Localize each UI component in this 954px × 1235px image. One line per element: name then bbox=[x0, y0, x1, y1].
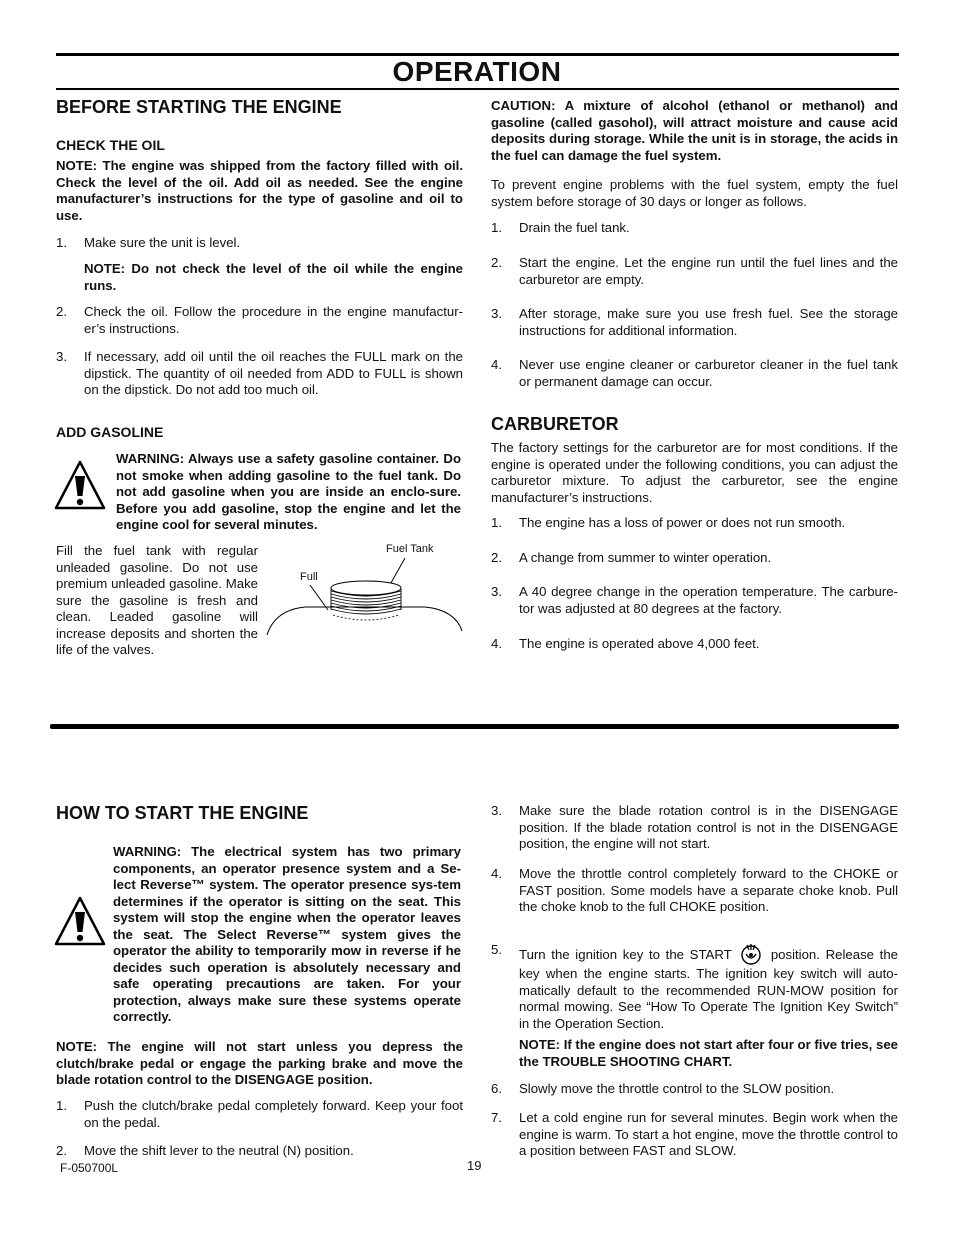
doc-code: F-050700L bbox=[60, 1161, 119, 1175]
section-divider bbox=[50, 724, 899, 729]
carb-step-4: 4. The engine is operated above 4,000 feet. bbox=[491, 636, 760, 651]
start-step-7: 7. Let a cold engine run for several minutes. Begin work when the engine is warm. To start a hot engine, move the throttle control to a position between FAST and SLOW. bbox=[491, 1110, 898, 1158]
storage-step-3: 3. After storage, make sure you use fresh fuel. See the storage instructions for additional information. bbox=[491, 306, 898, 338]
page-title: OPERATION bbox=[392, 56, 562, 87]
check-oil-heading: CHECK THE OIL bbox=[56, 137, 165, 153]
start-step-5: 5. Turn the ignition key to the START position. Release the key when the engine starts. The ignition key switch will auto-matically default to the recommended RUN-MOW position for normal mowing. See “How To Operate The Ignition Key Switch” in the Operation Section. bbox=[491, 942, 899, 1031]
warning-icon bbox=[54, 460, 106, 512]
before-starting-heading: BEFORE STARTING THE ENGINE bbox=[56, 97, 342, 117]
carb-step-2: 2. A change from summer to winter operation. bbox=[491, 550, 772, 565]
oil-step-1: 1. Make sure the unit is level. bbox=[56, 235, 241, 250]
start-step-6: 6. Slowly move the throttle control to the SLOW position. bbox=[491, 1081, 835, 1096]
oil-step-1-note: NOTE: Do not check the level of the oil while the engine runs. bbox=[84, 261, 463, 293]
how-to-start-heading: HOW TO START THE ENGINE bbox=[56, 803, 309, 823]
start-step-3: 3. Make sure the blade rotation control is in the DISENGAGE position. If the blade rotation control is not in the DISENGAGE position, the engine will not start. bbox=[491, 803, 898, 851]
start-note: NOTE: The engine will not start unless you depress the clutch/brake pedal or engage the parking brake and move the blade rotation control to the DISENGAGE position. bbox=[56, 1039, 463, 1087]
fuel-tank-label: Fuel Tank bbox=[386, 543, 434, 555]
start-step-2: 2. Move the shift lever to the neutral (N) position. bbox=[56, 1143, 354, 1158]
add-gasoline-heading: ADD GASOLINE bbox=[56, 424, 164, 440]
oil-step-2: 2. Check the oil. Follow the procedure in the engine manufactur-er’s instructions. bbox=[56, 304, 463, 336]
warning-icon bbox=[54, 896, 106, 948]
start-step-1: 1. Push the clutch/brake pedal completely forward. Keep your foot on the pedal. bbox=[56, 1098, 463, 1130]
start-step-4: 4. Move the throttle control completely forward to the CHOKE or FAST position. Some models have a separate choke knob. Pull the choke knob to the full CHOKE position. bbox=[491, 866, 898, 914]
oil-step-3: 3. If necessary, add oil until the oil reaches the FULL mark on the dipstick. The quantity of oil needed from ADD to FULL is shown on the dipstick. Do not add too much oil. bbox=[56, 349, 463, 397]
check-oil-note: NOTE: The engine was shipped from the factory filled with oil. Check the level of the oil. Add oil as needed. See the engine manufacturer’s instructions for the type of gasoline and oil to use. bbox=[56, 158, 463, 223]
carb-step-1: 1. The engine has a loss of power or does not run smooth. bbox=[491, 515, 846, 530]
carburetor-text: The factory settings for the carburetor are for most conditions. If the engine is operated under the following conditions, you can adjust the carburetor mixture. To adjust the carburetor, see the engine manufacturer’s instructions. bbox=[491, 440, 898, 505]
gasoline-warning: WARNING: Always use a safety gasoline container. Do not smoke when adding gasoline to the fuel tank. Do not add gasoline when you are inside an enclo-sure. Before you add gasoline, stop the engine and let the engine cool for several minutes. bbox=[116, 451, 461, 532]
carburetor-heading: CARBURETOR bbox=[491, 414, 619, 434]
caution-text: CAUTION: A mixture of alcohol (ethanol or methanol) and gasoline (called gasohol), will attract moisture and cause acid deposits during storage. While the unit is in storage, the acids in the fuel can damage the fuel system. bbox=[491, 98, 898, 163]
carb-step-3: 3. A 40 degree change in the operation temperature. The carbure-tor was adjusted at 80 degrees at the factory. bbox=[491, 584, 898, 616]
full-label: Full bbox=[300, 571, 318, 583]
storage-intro: To prevent engine problems with the fuel system, empty the fuel system before storage of 30 days or longer as follows. bbox=[491, 177, 898, 209]
step5-note: NOTE: If the engine does not start after four or five tries, see the TROUBLE SHOOTING CHART. bbox=[519, 1037, 898, 1069]
page-number: 19 bbox=[467, 1158, 482, 1173]
start-key-icon bbox=[739, 942, 763, 966]
title-rule bbox=[56, 88, 899, 90]
fuel-tank-diagram bbox=[265, 555, 465, 635]
electrical-warning: WARNING: The electrical system has two primary components, an operator presence system and a Se-lect Reverse™ system. The operator presence sys-tem determines if the operator is sitting on the seat. This system will stop the engine when the operator leaves the seat. The Select Reverse™ system gives the operator the ability to temporarily mow in reverse if he decides such operation is absolutely necessary and safe operating precautions are taken. For your protection, always make sure these systems operate correctly. bbox=[113, 844, 461, 1024]
gasoline-text: Fill the fuel tank with regular unleaded gasoline. Do not use premium unleaded gasoline. Make sure the gasoline is fresh and clean. Leaded gasoline will increase deposits and shorten the life of the valves. bbox=[56, 543, 258, 657]
storage-step-1: 1. Drain the fuel tank. bbox=[491, 220, 630, 235]
storage-step-4: 4. Never use engine cleaner or carburetor cleaner in the fuel tank or permanent damage can occur. bbox=[491, 357, 898, 389]
storage-step-2: 2. Start the engine. Let the engine run until the fuel lines and the carburetor are empty. bbox=[491, 255, 898, 287]
